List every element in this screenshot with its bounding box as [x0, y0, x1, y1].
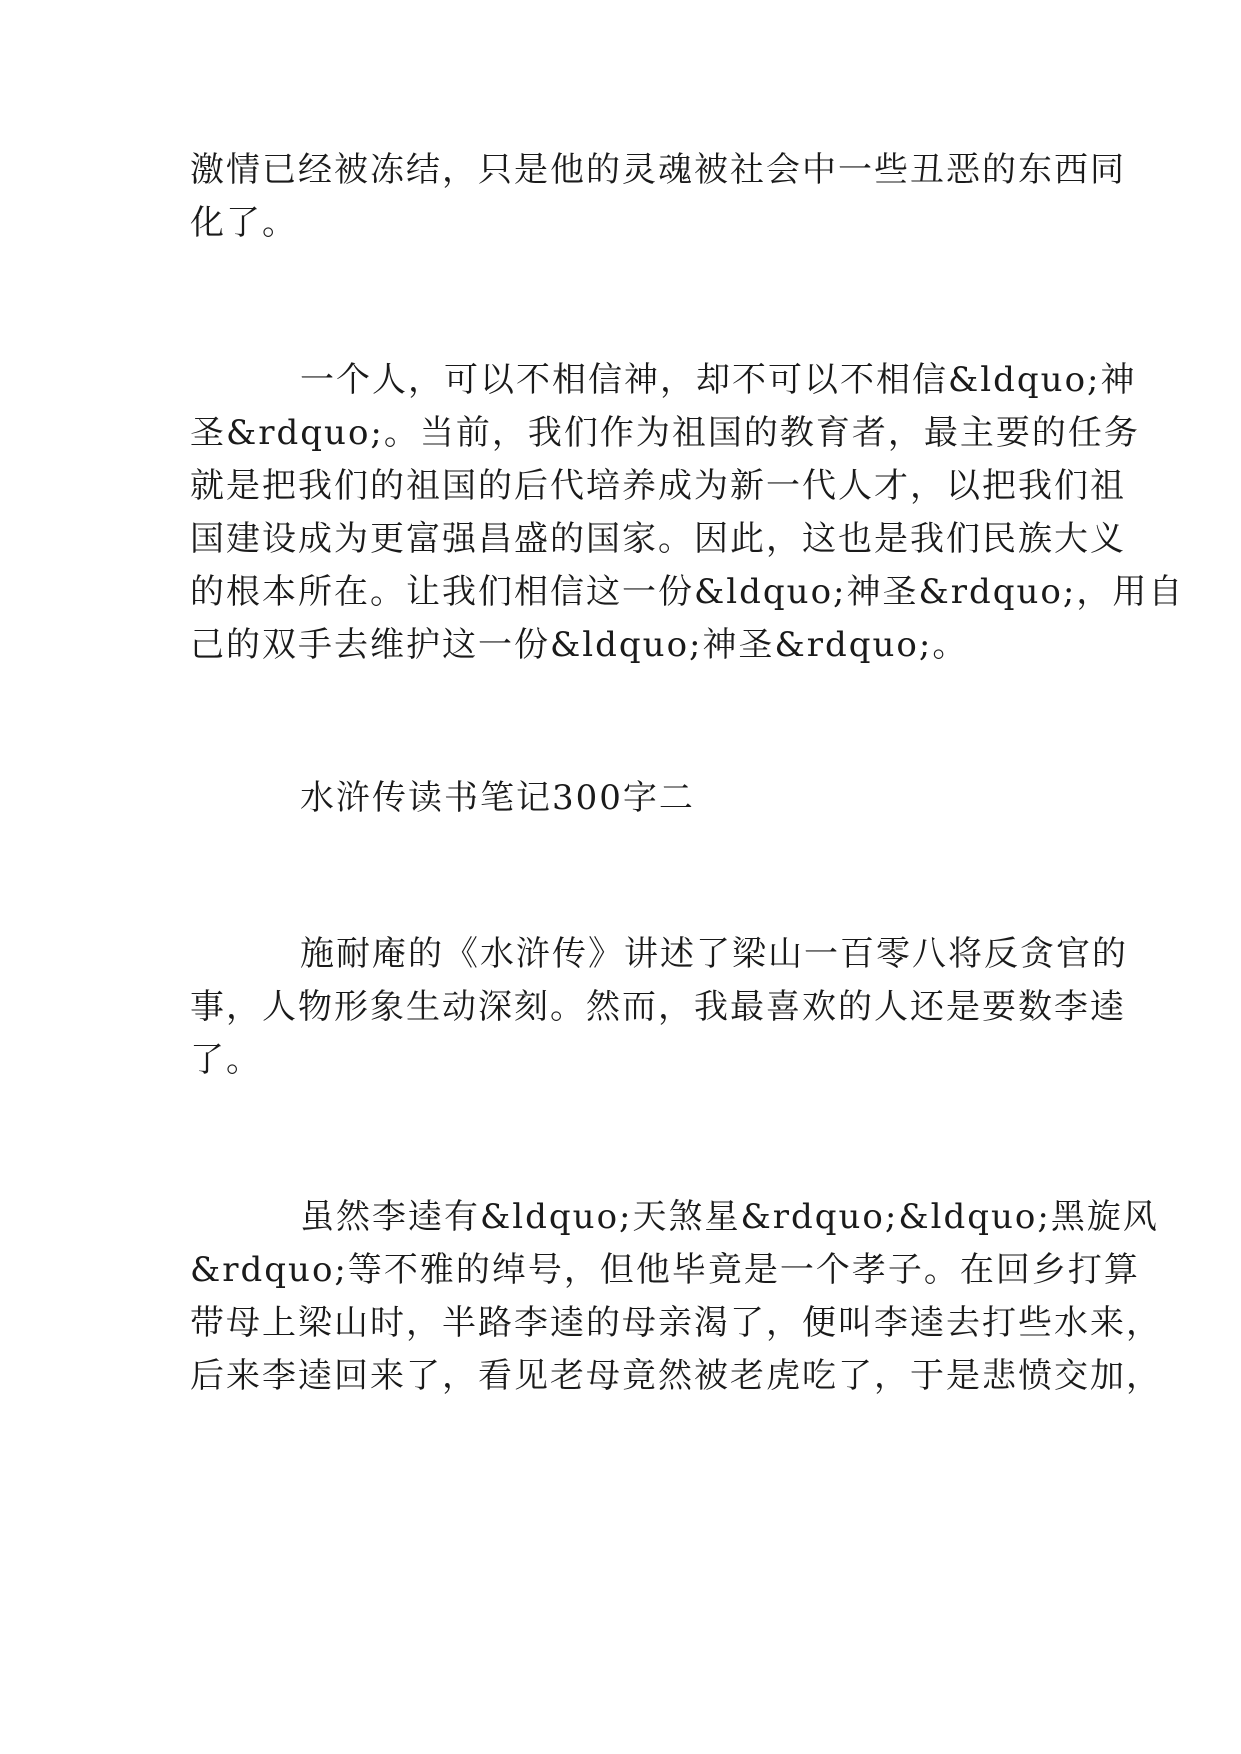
paragraph-3-line-2: 事，人物形象生动深刻。然而，我最喜欢的人还是要数李逵 [190, 987, 1126, 1027]
paragraph-4-line-3: 带母上梁山时，半路李逵的母亲渴了，便叫李逵去打些水来， [190, 1303, 1162, 1343]
paragraph-2-line-3: 就是把我们的祖国的后代培养成为新一代人才，以把我们祖 [190, 466, 1126, 506]
paragraph-2-line-1: 一个人，可以不相信神，却不可以不相信&ldquo;神 [300, 360, 1137, 400]
paragraph-3-line-3: 了。 [190, 1040, 262, 1080]
paragraph-4-line-1: 虽然李逵有&ldquo;天煞星&rdquo;&ldquo;黑旋风 [300, 1197, 1159, 1237]
paragraph-2-line-2: 圣&rdquo;。当前，我们作为祖国的教育者，最主要的任务 [190, 413, 1140, 453]
paragraph-2-line-5: 的根本所在。让我们相信这一份&ldquo;神圣&rdquo;，用自 [190, 572, 1185, 612]
paragraph-2-line-6: 己的双手去维护这一份&ldquo;神圣&rdquo;。 [190, 625, 969, 665]
paragraph-3-line-1: 施耐庵的《水浒传》讲述了梁山一百零八将反贪官的 [300, 934, 1128, 974]
paragraph-1-line-1: 激情已经被冻结，只是他的灵魂被社会中一些丑恶的东西同 [190, 150, 1126, 190]
section-heading: 水浒传读书笔记300字二 [300, 778, 695, 818]
paragraph-1-line-2: 化了。 [190, 203, 298, 243]
paragraph-2-line-4: 国建设成为更富强昌盛的国家。因此，这也是我们民族大义 [190, 519, 1126, 559]
paragraph-4-line-4: 后来李逵回来了，看见老母竟然被老虎吃了，于是悲愤交加， [190, 1356, 1162, 1396]
paragraph-4-line-2: &rdquo;等不雅的绰号，但他毕竟是一个孝子。在回乡打算 [190, 1250, 1140, 1290]
